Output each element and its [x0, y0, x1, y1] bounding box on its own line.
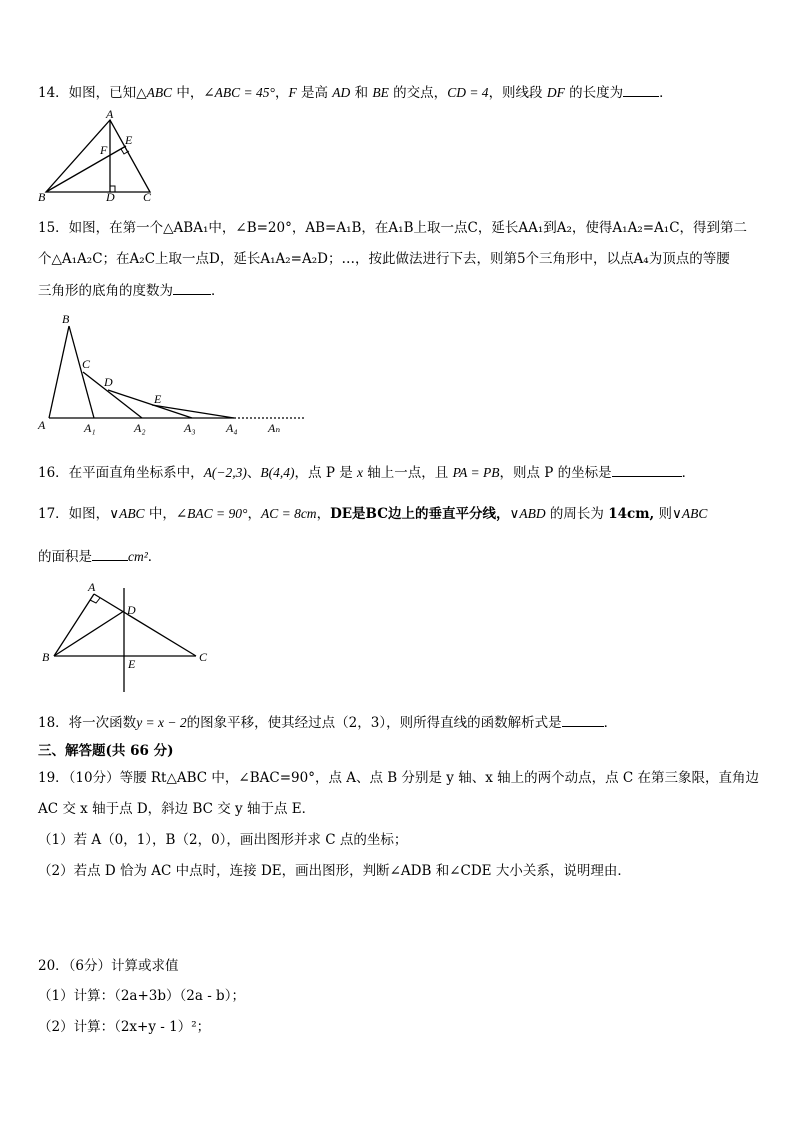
q16-text: ．: [681, 465, 696, 481]
q17-text: ．: [147, 549, 162, 565]
q14-triangle: △ABC: [136, 85, 173, 100]
q15-text: 三角形的底角的度数为: [38, 283, 173, 299]
q17-text: 的面积是: [38, 549, 92, 565]
label-a: A: [88, 580, 96, 594]
q14-text: ，则线段: [488, 85, 547, 101]
question-19-line-1: 19．（10分）等腰 Rt△ABC 中，∠BAC=90°，点 A、点 B 分别是 y 轴、x 轴上的两个动点，点 C 在第三象限，直角边: [38, 770, 760, 786]
question-20-sub-1: （1）计算：（2a+3b）（2a - b）；: [38, 988, 245, 1004]
triangle-abc: [46, 120, 150, 192]
q16-x: x: [357, 465, 364, 480]
label-d: D: [127, 603, 136, 617]
q15-text: ．: [211, 283, 225, 299]
label-a: A: [38, 418, 46, 432]
label-e: E: [154, 392, 162, 406]
q17-text: 中，: [144, 506, 176, 522]
section-heading: 三、解答题(共 66 分): [38, 743, 174, 759]
question-19-sub-2: （2）若点 D 恰为 AC 中点时，连接 DE，画出图形，判断∠ADB 和∠CDE 大小关系，说明理由．: [38, 863, 631, 879]
question-19-line-2: AC 交 x 轴于点 D，斜边 BC 交 y 轴于点 E．: [38, 801, 316, 817]
q17-triangle: ∨ABD: [509, 506, 546, 521]
question-14: [38, 82, 673, 103]
answer-blank: [623, 82, 659, 97]
q16-text: 16．在平面直角坐标系中，: [38, 465, 204, 481]
label-c: C: [82, 357, 91, 371]
label-b: B: [38, 190, 46, 204]
altitude-be: [46, 146, 126, 192]
q14-ad: AD: [332, 85, 351, 100]
q14-df: DF: [546, 85, 565, 100]
q16-equation: PA = PB: [452, 465, 500, 480]
label-d: D: [106, 190, 115, 204]
answer-blank: [92, 546, 128, 561]
seg-da3: [108, 390, 192, 418]
label-an: Aₙ: [268, 421, 281, 435]
label-a1: A₁: [84, 421, 96, 435]
q17-triangle: ∨ABC: [671, 506, 708, 521]
q17-figure: [38, 580, 218, 695]
q16-text: ，点 P 是: [294, 465, 358, 481]
seg-bd: [54, 611, 124, 656]
label-b: B: [62, 312, 70, 326]
q16-text: 、: [246, 465, 261, 481]
seg-ba1: [69, 326, 94, 418]
label-e: E: [125, 133, 133, 147]
label-e: E: [128, 657, 136, 671]
q14-text: ，: [274, 85, 289, 101]
question-16: [38, 462, 695, 483]
q17-triangle: ∨ABC: [109, 506, 145, 521]
q16-text: 轴上一点，且: [363, 465, 453, 481]
question-15-line-1: 15．如图，在第一个△ABA₁中，∠B=20°，AB=A₁B，在A₁B上取一点C，延长AA₁到A₂，使得A₁A₂=A₁C，得到第二: [38, 220, 748, 236]
q17-text: DE是BC边上的垂直平分线，: [330, 506, 510, 522]
seg-ab: [54, 594, 94, 656]
q14-point-f: F: [288, 85, 297, 100]
seg-ea4: [152, 405, 234, 418]
label-a3: A₃: [184, 421, 196, 435]
question-20-line-1: 20．（6分）计算或求值: [38, 958, 179, 974]
label-a4: A₄: [226, 421, 238, 435]
question-15-line-3: [38, 280, 225, 301]
q17-perimeter: 14cm,: [608, 506, 655, 522]
seg-ab: [49, 326, 69, 418]
q15-figure: [36, 310, 311, 440]
label-b: B: [42, 650, 50, 664]
q16-point-a: A(−2,3): [203, 465, 247, 480]
answer-blank: [562, 712, 604, 727]
question-20-sub-2: （2）计算：（2x+y - 1）²；: [38, 1019, 211, 1035]
q18-text: 18．将一次函数: [38, 715, 137, 731]
q18-function: y = x − 2: [136, 715, 187, 730]
label-d: D: [104, 375, 113, 389]
q14-text: ．: [659, 85, 673, 101]
label-a: A: [106, 107, 114, 121]
q17-text: 的周长为: [545, 506, 609, 522]
q18-text: 的图象平移，使其经过点（2，3），则所得直线的函数解析式是: [186, 715, 562, 731]
question-15-line-2: 个△A₁A₂C；在A₂C上取一点D，延长A₁A₂=A₂D；…，按此做法进行下去，则第5个三角形中，以点A₄为顶点的等腰: [38, 251, 730, 267]
q14-cd: CD = 4: [447, 85, 489, 100]
label-c: C: [143, 190, 152, 204]
q17-angle: ∠BAC = 90°: [175, 506, 248, 521]
label-c: C: [199, 650, 208, 664]
question-17-line-1: [38, 504, 707, 524]
q14-angle: ∠ABC = 45°: [203, 85, 275, 100]
q14-be: BE: [372, 85, 389, 100]
q17-unit: cm²: [128, 549, 148, 564]
q14-text: 和: [350, 85, 373, 101]
q18-text: ．: [603, 715, 618, 731]
q14-text: 的长度为: [564, 85, 624, 101]
q17-text: ，: [247, 506, 261, 522]
answer-blank: [612, 462, 682, 477]
question-17-line-2: [38, 546, 161, 567]
q14-text: 是高: [296, 85, 333, 101]
question-19-sub-1: （1）若 A（0，1），B（2，0），画出图形并求 C 点的坐标；: [38, 832, 408, 848]
q17-text: 17．如图，: [38, 506, 110, 522]
q16-point-b: B(4,4): [260, 465, 295, 480]
label-a2: A₂: [134, 421, 146, 435]
q17-text: 则: [654, 506, 672, 522]
question-18: [38, 712, 617, 733]
q14-text: 中，: [172, 85, 204, 101]
q17-ac: AC = 8cm: [260, 506, 317, 521]
q14-figure: [38, 107, 168, 205]
label-f: F: [100, 143, 108, 157]
q14-text: 14．如图，已知: [38, 85, 137, 101]
seg-ac: [94, 594, 196, 656]
q17-text: ，: [316, 506, 331, 522]
answer-blank: [173, 280, 211, 295]
q16-text: ，则点 P 的坐标是: [499, 465, 612, 481]
q14-text: 的交点，: [388, 85, 448, 101]
